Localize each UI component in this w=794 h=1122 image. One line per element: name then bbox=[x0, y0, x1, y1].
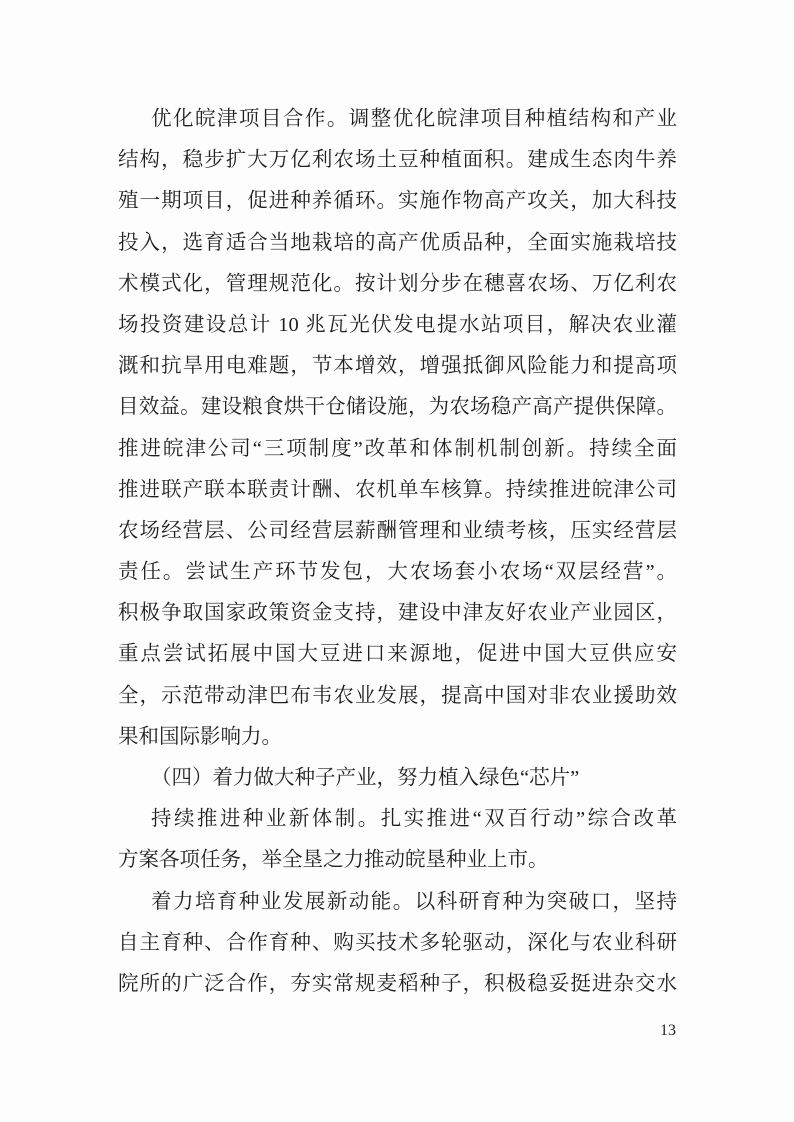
text-line: 全，示范带动津巴布韦农业发展，提高中国对非农业援助效 bbox=[118, 684, 677, 707]
text-line: 院所的广泛合作，夯实常规麦稻种子，积极稳妥挺进杂交水 bbox=[118, 972, 677, 995]
text-line: 重点尝试拓展中国大豆进口来源地，促进中国大豆供应安 bbox=[118, 643, 677, 666]
paragraph bbox=[118, 882, 677, 1006]
text-line: 方案各项任务，举全垦之力推动皖垦种业上市。 bbox=[118, 849, 549, 872]
text-line: 术模式化，管理规范化。按计划分步在穗喜农场、万亿利农 bbox=[118, 272, 677, 295]
page-number: 13 bbox=[660, 1022, 676, 1039]
text-line: 自主育种、合作育种、购买技术多轮驱动，深化与农业科研 bbox=[118, 931, 677, 954]
text-line: 目效益。建设粮食烘干仓储设施，为农场稳产高产提供保障。 bbox=[118, 396, 677, 419]
text-line: 持续推进种业新体制。扎实推进“双百行动”综合改革 bbox=[151, 808, 677, 831]
text-line: 推进联产联本联责计酬、农机单车核算。持续推进皖津公司 bbox=[118, 478, 677, 501]
text-line: 殖一期项目，促进种养循环。实施作物高产攻关，加大科技 bbox=[118, 190, 677, 213]
text-line: 推进皖津公司“三项制度”改革和体制机制创新。持续全面 bbox=[118, 437, 677, 460]
document-body bbox=[118, 99, 677, 1005]
paragraph bbox=[118, 799, 677, 881]
text-line: 果和国际影响力。 bbox=[118, 725, 282, 748]
text-line: 积极争取国家政策资金支持，建设中津友好农业产业园区， bbox=[118, 602, 677, 625]
text-line: 溉和抗旱用电难题，节本增效，增强抵御风险能力和提高项 bbox=[118, 355, 677, 378]
text-line: 优化皖津项目合作。调整优化皖津项目种植结构和产业 bbox=[151, 108, 677, 130]
text-line: 结构，稳步扩大万亿利农场土豆种植面积。建成生态肉牛养 bbox=[118, 149, 677, 172]
text-line: 农场经营层、公司经营层薪酬管理和业绩考核，压实经营层 bbox=[118, 519, 677, 542]
paragraph bbox=[118, 99, 677, 758]
text-line: 投入，选育适合当地栽培的高产优质品种，全面实施栽培技 bbox=[118, 231, 677, 254]
text-line: 场投资建设总计 10 兆瓦光伏发电提水站项目，解决农业灌 bbox=[118, 313, 677, 336]
text-line: （四）着力做大种子产业，努力植入绿色“芯片” bbox=[151, 767, 580, 789]
text-line: 责任。尝试生产环节发包，大农场套小农场“双层经营”。 bbox=[118, 561, 677, 584]
section-heading bbox=[118, 758, 677, 799]
text-line: 着力培育种业发展新动能。以科研育种为突破口，坚持 bbox=[151, 890, 677, 913]
